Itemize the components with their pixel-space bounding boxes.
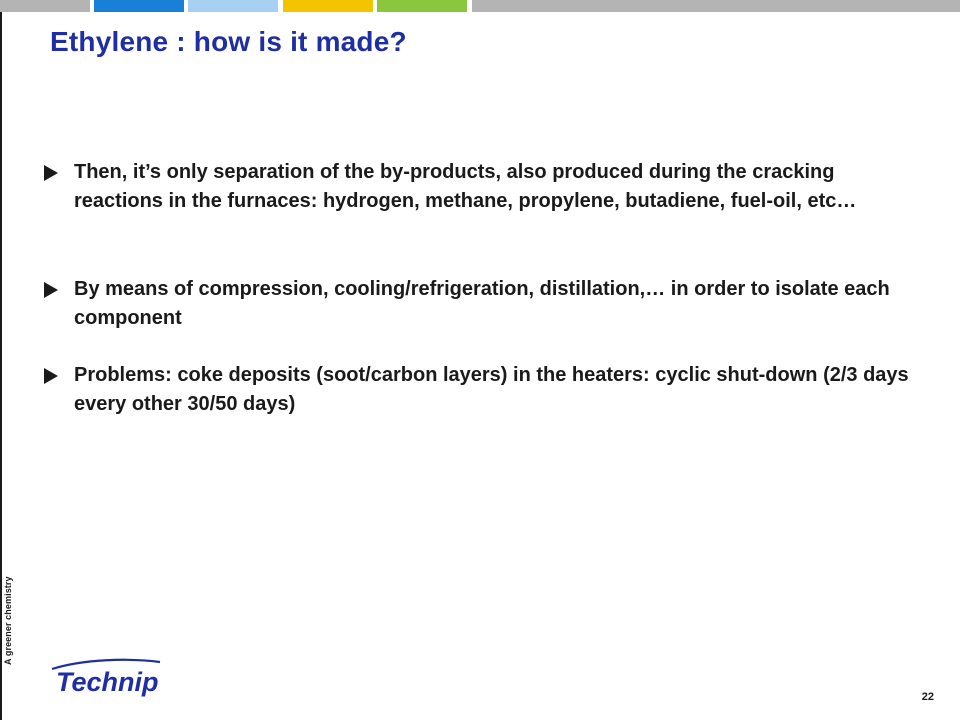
left-border-rule xyxy=(0,0,2,720)
top-bar-segment-gray-left xyxy=(0,0,90,12)
slide-title: Ethylene : how is it made? xyxy=(50,26,407,57)
bullet-text: Then, it’s only separation of the by-products, also produced during the cracking reactions in the furnaces: hydrogen, methane, propylene, butadiene, fuel-oil, etc… xyxy=(74,161,857,212)
bullet-arrow-icon xyxy=(44,282,58,298)
top-bar-segment-gray-right xyxy=(472,0,960,12)
bullet-item xyxy=(44,361,924,419)
bullet-item xyxy=(44,275,924,333)
bullet-item xyxy=(44,158,924,216)
bullet-arrow-icon xyxy=(44,165,58,181)
technip-logo xyxy=(44,655,164,701)
bullet-text: Problems: coke deposits (soot/carbon layers) in the heaters: cyclic shut-down (2/3 days every other 30/50 days) xyxy=(74,364,909,415)
top-bar-segment-green xyxy=(377,0,467,12)
top-bar-segment-yellow xyxy=(283,0,373,12)
top-bar-segment-lightblue xyxy=(188,0,278,12)
page-number: 22 xyxy=(921,691,934,703)
bullet-text: By means of compression, cooling/refrigeration, distillation,… in order to isolate each component xyxy=(74,278,890,329)
bullet-arrow-icon xyxy=(44,368,58,384)
tagline: A greener chemistry xyxy=(3,576,13,665)
top-bar-segment-blue xyxy=(94,0,184,12)
logo-text: Technip xyxy=(56,667,159,697)
